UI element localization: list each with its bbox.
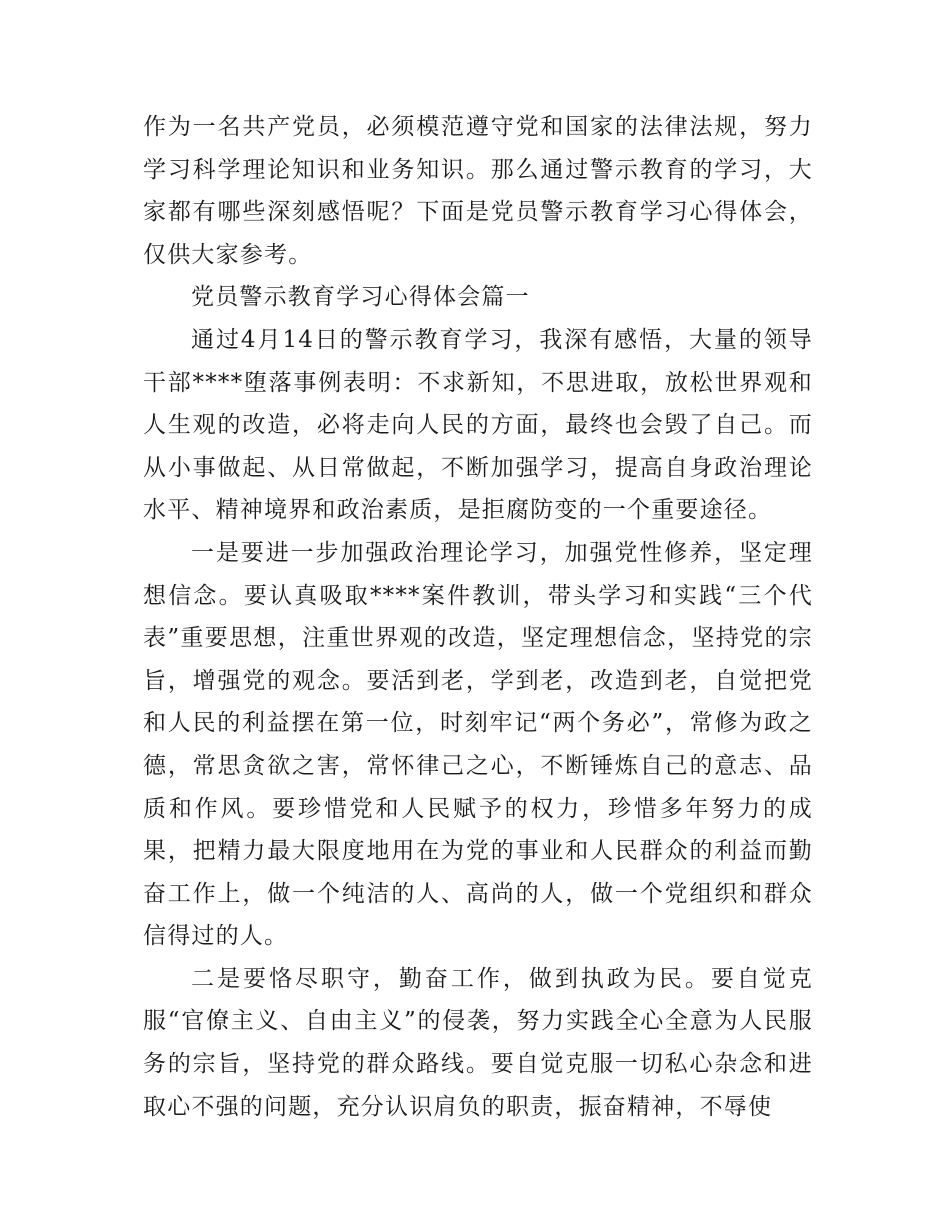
body-paragraph-3: 二是要恪尽职守，勤奋工作，做到执政为民。要自觉克服“官僚主义、自由主义”的侵袭，努力实践全心全意为人民服务的宗旨，坚持党的群众路线。要自觉克服一切私心杂念和进取心不强的问题，充分认识肩负的职责，振奋精神，不辱使: [143, 965, 813, 1120]
body-paragraph-2: 一是要进一步加强政治理论学习，加强党性修养，坚定理想信念。要认真吸取****案件教训，带头学习和实践“三个代表”重要思想，注重世界观的改造，坚定理想信念，坚持党的宗旨，增强党的观念。要活到老，学到老，改造到老，自觉把党和人民的利益摆在第一位，时刻牢记“两个务必”，常修为政之德，常思贪欲之害，常怀律己之心，不断锤炼自己的意志、品质和作风。要珍惜党和人民赋予的权力，珍惜多年努力的成果，把精力最大限度地用在为党的事业和人民群众的利益而勤奋工作上，做一个纯洁的人、高尚的人，做一个党组织和群众信得过的人。: [143, 539, 813, 950]
body-paragraph-1: 通过4月14日的警示教育学习，我深有感悟，大量的领导干部****堕落事例表明：不求新知，不思进取，放松世界观和人生观的改造，必将走向人民的方面，最终也会毁了自己。而从小事做起、从日常做起，不断加强学习，提高自身政治理论水平、精神境界和政治素质，是拒腐防变的一个重要途径。: [143, 326, 813, 524]
document-body: [143, 106, 813, 1128]
intro-paragraph: 作为一名共产党员，必须模范遵守党和国家的法律法规，努力学习科学理论知识和业务知识。那么通过警示教育的学习，大家都有哪些深刻感悟呢？下面是党员警示教育学习心得体会，仅供大家参考。: [143, 114, 813, 268]
section-title: 党员警示教育学习心得体会篇一: [191, 284, 530, 311]
